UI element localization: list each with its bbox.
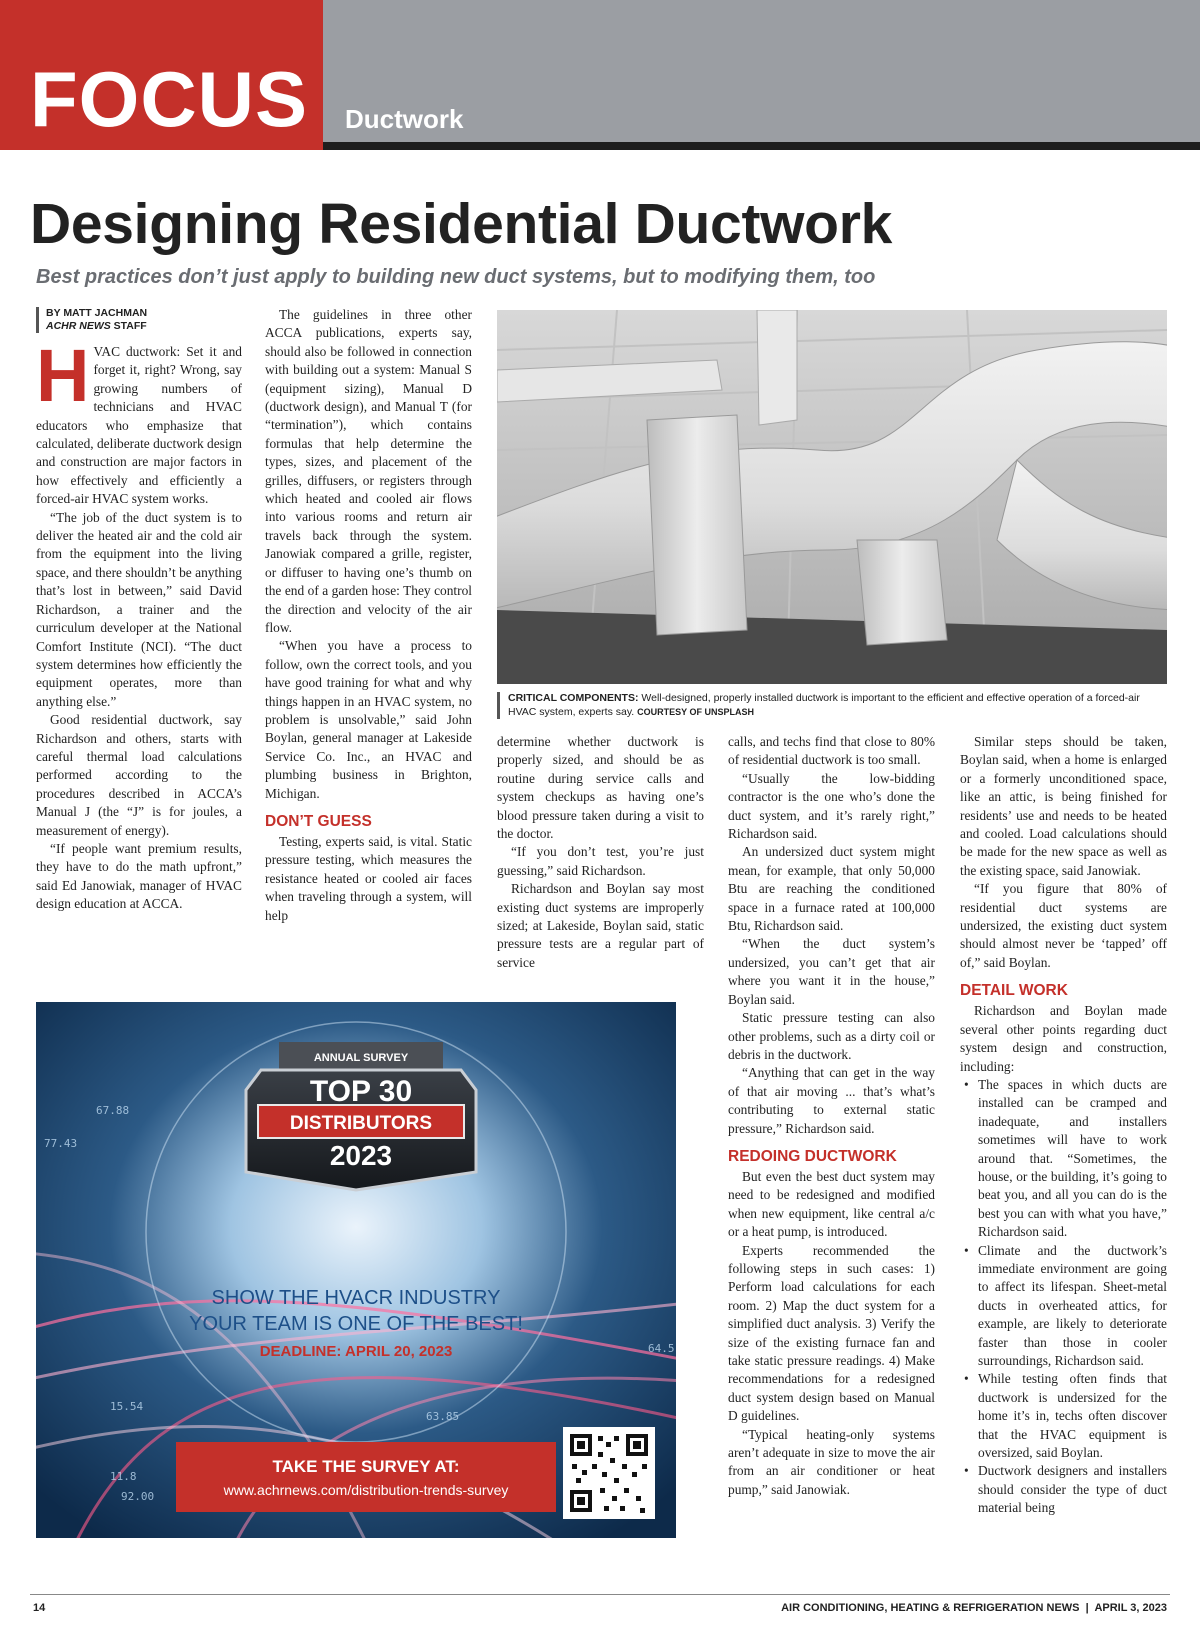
topic-label: Ductwork bbox=[345, 104, 464, 134]
badge-main: TOP 30 bbox=[309, 1075, 413, 1108]
ad-bg-number: 67.88 bbox=[96, 1104, 130, 1117]
byline-staff bbox=[46, 320, 256, 333]
paragraph: “When the duct system’s undersized, you can’t get that air where you want it in the house,” Boylan said. bbox=[728, 936, 935, 1007]
survey-advertisement[interactable] bbox=[36, 1002, 676, 1538]
paragraph: “If people want premium results, they have to do the math upfront,” said Ed Janowiak, manager of HVAC design education at ACCA. bbox=[36, 840, 242, 912]
paragraph: Testing, experts said, is vital. Static pressure testing, which measures the resistance heated or cooled air faces when traveling through a system, will help bbox=[265, 833, 472, 923]
byline bbox=[36, 307, 256, 333]
header-rule bbox=[323, 142, 1200, 150]
list-item: • The spaces in which ducts are installed can be cramped and inadequate, and installers sometimes will have to work around that. “Sometimes, the house, or the building, it’s going to beat you, and all you can do is the best you can with what you have,” Richardson said. bbox=[978, 1076, 1167, 1242]
ad-bg-number: 92.00 bbox=[121, 1490, 155, 1503]
ad-bg-number: 11.8 bbox=[110, 1470, 137, 1483]
subhead-dont-guess: DON’T GUESS bbox=[265, 812, 372, 830]
paragraph: “If you don’t test, you’re just guessing,” said Richardson. bbox=[497, 844, 704, 878]
list-item: • While testing often finds that ductwork is undersized for the home it’s in, techs often discover that the HVAC equipment is oversized, said Boylan. bbox=[978, 1370, 1167, 1462]
ad-deadline: DEADLINE: APRIL 20, 2023 bbox=[259, 1343, 453, 1360]
page-number: 14 bbox=[33, 1602, 46, 1614]
drop-cap: H bbox=[36, 334, 90, 417]
issue-date: APRIL 3, 2023 bbox=[1094, 1602, 1167, 1614]
column-3 bbox=[497, 733, 704, 972]
headline: Designing Residential Ductwork bbox=[30, 192, 892, 256]
paragraph: “Usually the low-bidding contractor is the one who’s done the duct system, and it’s rarely right,” Richardson said. bbox=[728, 770, 935, 842]
section-label: FOCUS bbox=[30, 55, 308, 143]
ad-bg-number: 15.54 bbox=[110, 1400, 144, 1413]
byline-suffix: STAFF bbox=[110, 320, 147, 332]
survey-cta[interactable] bbox=[176, 1442, 556, 1512]
paragraph: The guidelines in three other ACCA publications, experts say, should also be followed in connection with building out a system: Manual S (equipment sizing), Manual D (ductwork design), and Manual T (for “termination”), which contains formulas that help determine the types, sizes, and placement of the grilles, diffusers, or registers through which heated and cooled air flows into various rooms and return air travels back through the system. Janowiak compared a grille, register, or diffuser to having one’s thumb on the end of a garden hose: They control the direction and velocity of the air flow. bbox=[265, 307, 472, 635]
ad-line-1: SHOW THE HVACR INDUSTRY bbox=[211, 1287, 501, 1309]
photo-caption bbox=[497, 692, 1169, 719]
paragraph: VAC ductwork: Set it and forget it, right? Wrong, say growing numbers of technicians and HVAC educators who emphasize that calculated, deliberate ductwork design and construction are major factors in how effectively and efficiently a forced-air HVAC system works. bbox=[36, 344, 242, 507]
paragraph: “The job of the duct system is to deliver the heated air and the cold air from the equipment into the living space, and there shouldn’t be anything that’s lost in between,” said David Richardson, a trainer and the curriculum developer at the National Comfort Institute (NCI). “The duct system determines how efficiently the equipment operates, more than anything else.” bbox=[36, 509, 242, 709]
caption-lead: CRITICAL COMPONENTS: bbox=[508, 692, 639, 704]
paragraph: determine whether ductwork is properly sized, and should be as routine during service calls and system checkups as having one’s blood pressure taken during a visit to the doctor. bbox=[497, 734, 704, 842]
column-1 bbox=[36, 334, 242, 914]
paragraph: Similar steps should be taken, Boylan said, when a home is enlarged or a formerly unconditioned space, like an attic, is being finished for residents’ use and needs to be heated and cooled. Load calculations should be made for the new space as well as the existing space, said Janowiak. bbox=[960, 734, 1167, 878]
ad-line-2: YOUR TEAM IS ONE OF THE BEST! bbox=[189, 1313, 523, 1335]
cta-title: TAKE THE SURVEY AT: bbox=[272, 1457, 460, 1476]
badge-year: 2023 bbox=[329, 1140, 393, 1171]
paragraph: Experts recommended the following steps in such cases: 1) Perform load calculations for each room. 2) Map the duct system for a simplified duct analysis. 3) Verify the size of the existing furnace fan and take static pressure readings. 4) Make recommendations for a redesigned duct system design based on Manual D guidelines. bbox=[728, 1242, 935, 1424]
top30-badge bbox=[246, 1042, 476, 1190]
footer-publication bbox=[781, 1602, 1167, 1614]
ad-bg-number: 64.5 bbox=[648, 1342, 675, 1355]
ad-bg-number: 77.43 bbox=[44, 1137, 78, 1150]
paragraph: “If you figure that 80% of residential duct systems are undersized, the existing duct system should almost never be ‘tapped’ off of,” said Boylan. bbox=[960, 881, 1167, 970]
byline-author: BY MATT JACHMAN bbox=[46, 307, 148, 319]
subhead-detail-work: DETAIL WORK bbox=[960, 982, 1068, 1000]
paragraph: Static pressure testing can also other problems, such as a dirty coil or debris in the ductwork. bbox=[728, 1010, 935, 1062]
paragraph: An undersized duct system might mean, for example, that only 50,000 Btu are reaching the conditioned space in a furnace rated at 100,000 Btu, Richardson said. bbox=[728, 844, 935, 934]
publication-name: AIR CONDITIONING, HEATING & REFRIGERATION NEWS bbox=[781, 1602, 1080, 1614]
qr-code[interactable] bbox=[563, 1427, 655, 1519]
paragraph: “When you have a process to follow, own the correct tools, and you have good training for what and why things happen in an HVAC system, no problem is unsolvable,” said John Boylan, general manager at Lakeside Service Co. Inc., an HVAC and plumbing business in Brighton, Michigan. bbox=[265, 638, 472, 801]
ductwork-photo bbox=[497, 310, 1167, 684]
column-5 bbox=[960, 733, 1167, 1518]
cta-url[interactable]: www.achrnews.com/distribution-trends-survey bbox=[223, 1482, 509, 1498]
paragraph: But even the best duct system may need to be redesigned and modified when new equipment, like central a/c or a heat pump, is introduced. bbox=[728, 1168, 935, 1240]
badge-top: ANNUAL SURVEY bbox=[313, 1052, 409, 1064]
ad-bg-number: 63.85 bbox=[426, 1410, 460, 1423]
paragraph: Richardson and Boylan made several other points regarding duct system design and construction, including: bbox=[960, 1003, 1167, 1074]
deck: Best practices don’t just apply to building new duct systems, but to modifying them, too bbox=[36, 266, 876, 288]
subhead-redoing-ductwork: REDOING DUCTWORK bbox=[728, 1147, 897, 1165]
footer-rule bbox=[30, 1594, 1170, 1595]
byline-outlet: ACHR NEWS bbox=[46, 320, 111, 332]
paragraph: calls, and techs find that close to 80% of residential ductwork is too small. bbox=[728, 734, 935, 768]
paragraph: Good residential ductwork, say Richardson and others, starts with careful thermal load calculations performed according to the procedures described in ACCA’s Manual J (the “J” is for joules, a measurement of energy). bbox=[36, 712, 242, 838]
caption-credit: COURTESY OF UNSPLASH bbox=[637, 706, 755, 717]
column-2 bbox=[265, 306, 472, 925]
column-4 bbox=[728, 733, 935, 1499]
list-item: • Climate and the ductwork’s immediate environment are going to affect its lifespan. Sheet-metal ducts in overheated attics, for example, are likely to deteriorate faster than those in cooler surroundings, Richardson said. bbox=[978, 1242, 1167, 1371]
paragraph: “Anything that can get in the way of that air moving ... that’s what’s contributing to external static pressure,” Richardson said. bbox=[728, 1065, 935, 1136]
bullet-list bbox=[960, 1076, 1167, 1518]
paragraph: Richardson and Boylan say most existing duct systems are improperly sized; at Lakeside, Boylan said, static pressure tests are a regular part of service bbox=[497, 881, 704, 970]
caption-text: Well-designed, properly installed ductwork is important to the efficient and effective operation of a forced-air HVAC system, experts say. bbox=[508, 692, 1140, 718]
paragraph: “Typical heating-only systems aren’t adequate in size to move the air from an air conditioner or heat pump,” said Janowiak. bbox=[728, 1426, 935, 1497]
footer-separator: | bbox=[1085, 1602, 1089, 1614]
list-item: • Ductwork designers and installers should consider the type of duct material being bbox=[978, 1462, 1167, 1517]
badge-band: DISTRIBUTORS bbox=[289, 1113, 433, 1134]
